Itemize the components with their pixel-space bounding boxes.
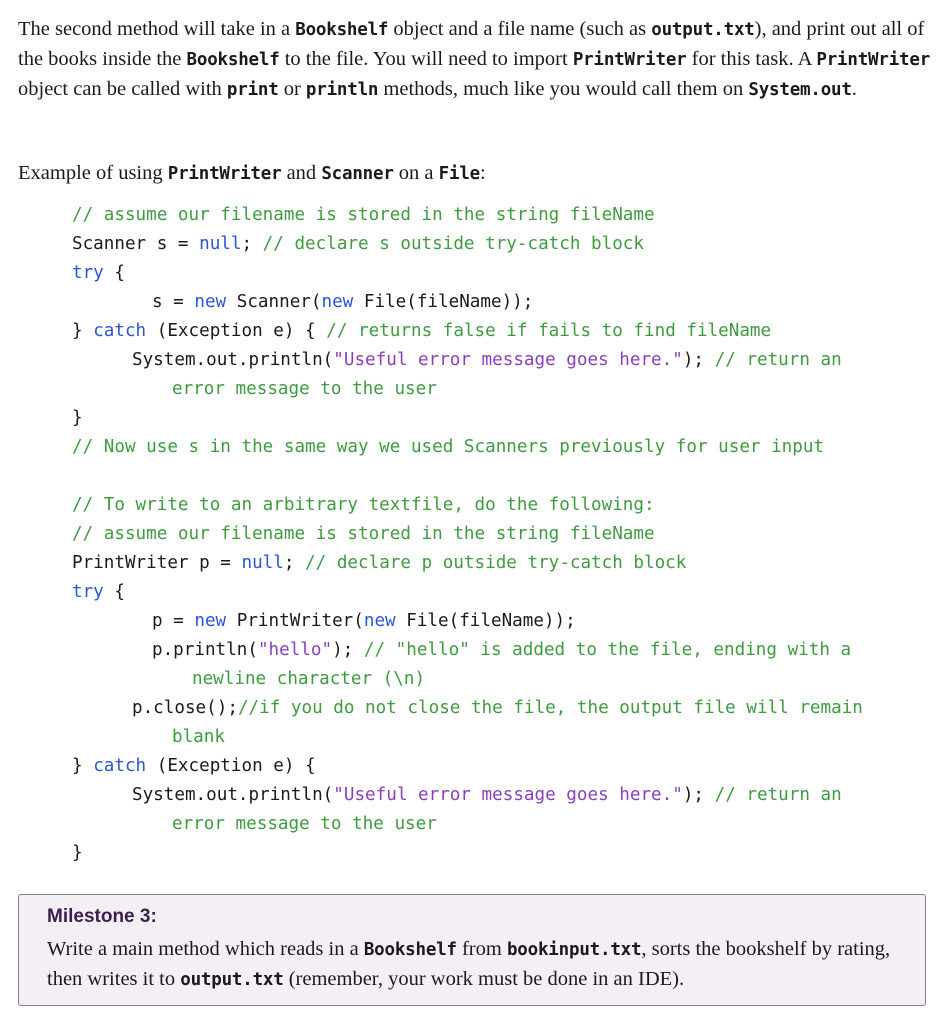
- code-comment: // Now use s in the same way we used Scanners previously for user input: [72, 437, 825, 457]
- code-text: {: [103, 263, 125, 283]
- code-text: p.close();: [132, 698, 238, 718]
- code-text: (Exception e) {: [146, 321, 327, 341]
- text: Write a main method which reads in a: [47, 938, 364, 960]
- code-text: File(fileName));: [395, 611, 576, 631]
- code-keyword: new: [363, 611, 396, 631]
- code-text: }: [72, 408, 83, 428]
- inline-code: Bookshelf: [295, 20, 389, 40]
- code-text: ;: [283, 553, 306, 573]
- text: on a: [393, 162, 439, 184]
- code-keyword: new: [194, 292, 227, 312]
- inline-code: output.txt: [651, 20, 755, 40]
- code-comment: // return an: [714, 350, 842, 370]
- code-string: "hello": [257, 640, 333, 660]
- code-line: [72, 520, 655, 549]
- inline-code: Scanner: [321, 164, 394, 184]
- code-line: [192, 665, 425, 694]
- text: for this task. A: [686, 48, 817, 70]
- code-line: [72, 230, 644, 259]
- milestone-box: [18, 894, 926, 1006]
- code-line: [172, 723, 225, 752]
- code-comment: blank: [172, 727, 225, 747]
- text: to the file. You will need to import: [279, 48, 573, 70]
- code-line: [152, 636, 851, 665]
- code-line: [172, 375, 437, 404]
- code-line: [72, 201, 655, 230]
- code-text: System.out.println(: [132, 785, 334, 805]
- code-comment: error message to the user: [172, 814, 437, 834]
- code-keyword: null: [199, 234, 242, 254]
- inline-code: println: [305, 80, 379, 100]
- inline-code: File: [438, 164, 480, 184]
- text: , sorts the bookshelf by rating, then writes it to: [47, 938, 891, 990]
- code-comment: // assume our filename is stored in the string fileName: [72, 205, 655, 225]
- inline-code: print: [226, 80, 279, 100]
- code-text: s =: [152, 292, 195, 312]
- code-keyword: try: [72, 263, 104, 283]
- code-string: "Useful error message goes here.": [333, 350, 683, 370]
- code-text: System.out.println(: [132, 350, 334, 370]
- inline-code: System.out: [748, 80, 852, 100]
- milestone-body: [47, 935, 915, 995]
- inline-code: output.txt: [180, 970, 284, 990]
- code-text: p.println(: [152, 640, 258, 660]
- code-line: [132, 694, 863, 723]
- inline-code: PrintWriter: [816, 50, 931, 70]
- code-keyword: catch: [93, 321, 147, 341]
- code-line: [152, 288, 533, 317]
- code-listing: [0, 201, 951, 926]
- code-text: {: [103, 582, 125, 602]
- code-line: [172, 810, 437, 839]
- example-heading: [18, 159, 932, 189]
- code-comment: // "hello" is added to the file, ending with a: [363, 640, 852, 660]
- code-line: [132, 346, 842, 375]
- code-comment: // assume our filename is stored in the string fileName: [72, 524, 655, 544]
- code-text: );: [332, 640, 364, 660]
- code-keyword: new: [194, 611, 227, 631]
- code-keyword: catch: [93, 756, 147, 776]
- intro-paragraph: [18, 15, 932, 105]
- code-line: [72, 404, 83, 433]
- code-text: PrintWriter p =: [72, 553, 242, 573]
- text: or: [278, 78, 306, 100]
- text: ), and print out all of the books inside the: [18, 18, 925, 70]
- text: :: [480, 162, 486, 184]
- code-text: p =: [152, 611, 195, 631]
- inline-code: Bookshelf: [186, 50, 280, 70]
- text: Example of using: [18, 162, 168, 184]
- code-text: Scanner s =: [72, 234, 200, 254]
- text: .: [851, 78, 857, 100]
- code-line: [72, 259, 125, 288]
- code-text: PrintWriter(: [226, 611, 364, 631]
- inline-code: PrintWriter: [167, 164, 282, 184]
- code-text: }: [72, 756, 94, 776]
- code-comment: // declare p outside try-catch block: [305, 553, 687, 573]
- code-text: ;: [241, 234, 263, 254]
- code-line: [72, 491, 655, 520]
- code-comment: newline character (\n): [192, 669, 426, 689]
- code-line: [72, 752, 316, 781]
- code-line: [72, 549, 686, 578]
- code-keyword: try: [72, 582, 104, 602]
- text: The second method will take in a: [18, 18, 296, 40]
- code-text: File(fileName));: [353, 292, 534, 312]
- code-comment: // declare s outside try-catch block: [262, 234, 644, 254]
- code-line: [72, 317, 771, 346]
- inline-code: bookinput.txt: [506, 940, 642, 960]
- code-comment: // returns false if fails to find fileName: [326, 321, 772, 341]
- text: from: [456, 938, 507, 960]
- text: object can be called with: [18, 78, 227, 100]
- code-string: "Useful error message goes here.": [333, 785, 683, 805]
- inline-code: Bookshelf: [363, 940, 457, 960]
- code-comment: // return an: [714, 785, 842, 805]
- code-line: [132, 781, 842, 810]
- text: object and a file name (such as: [388, 18, 652, 40]
- code-comment: // To write to an arbitrary textfile, do the following:: [72, 495, 655, 515]
- code-line: [72, 433, 824, 462]
- code-text: }: [72, 321, 94, 341]
- code-text: (Exception e) {: [146, 756, 316, 776]
- code-keyword: new: [321, 292, 354, 312]
- text: and: [281, 162, 322, 184]
- code-text: );: [682, 350, 715, 370]
- text: methods, much like you would call them on: [378, 78, 749, 100]
- code-text: Scanner(: [226, 292, 322, 312]
- inline-code: PrintWriter: [572, 50, 687, 70]
- code-line: [72, 578, 125, 607]
- milestone-title: Milestone 3:: [47, 906, 157, 927]
- code-comment: //if you do not close the file, the output file will remain: [237, 698, 863, 718]
- code-line: [72, 839, 83, 868]
- code-text: }: [72, 843, 83, 863]
- code-text: );: [682, 785, 715, 805]
- text: (remember, your work must be done in an IDE).: [283, 968, 685, 990]
- code-keyword: null: [241, 553, 284, 573]
- code-line: [152, 607, 576, 636]
- code-comment: error message to the user: [172, 379, 437, 399]
